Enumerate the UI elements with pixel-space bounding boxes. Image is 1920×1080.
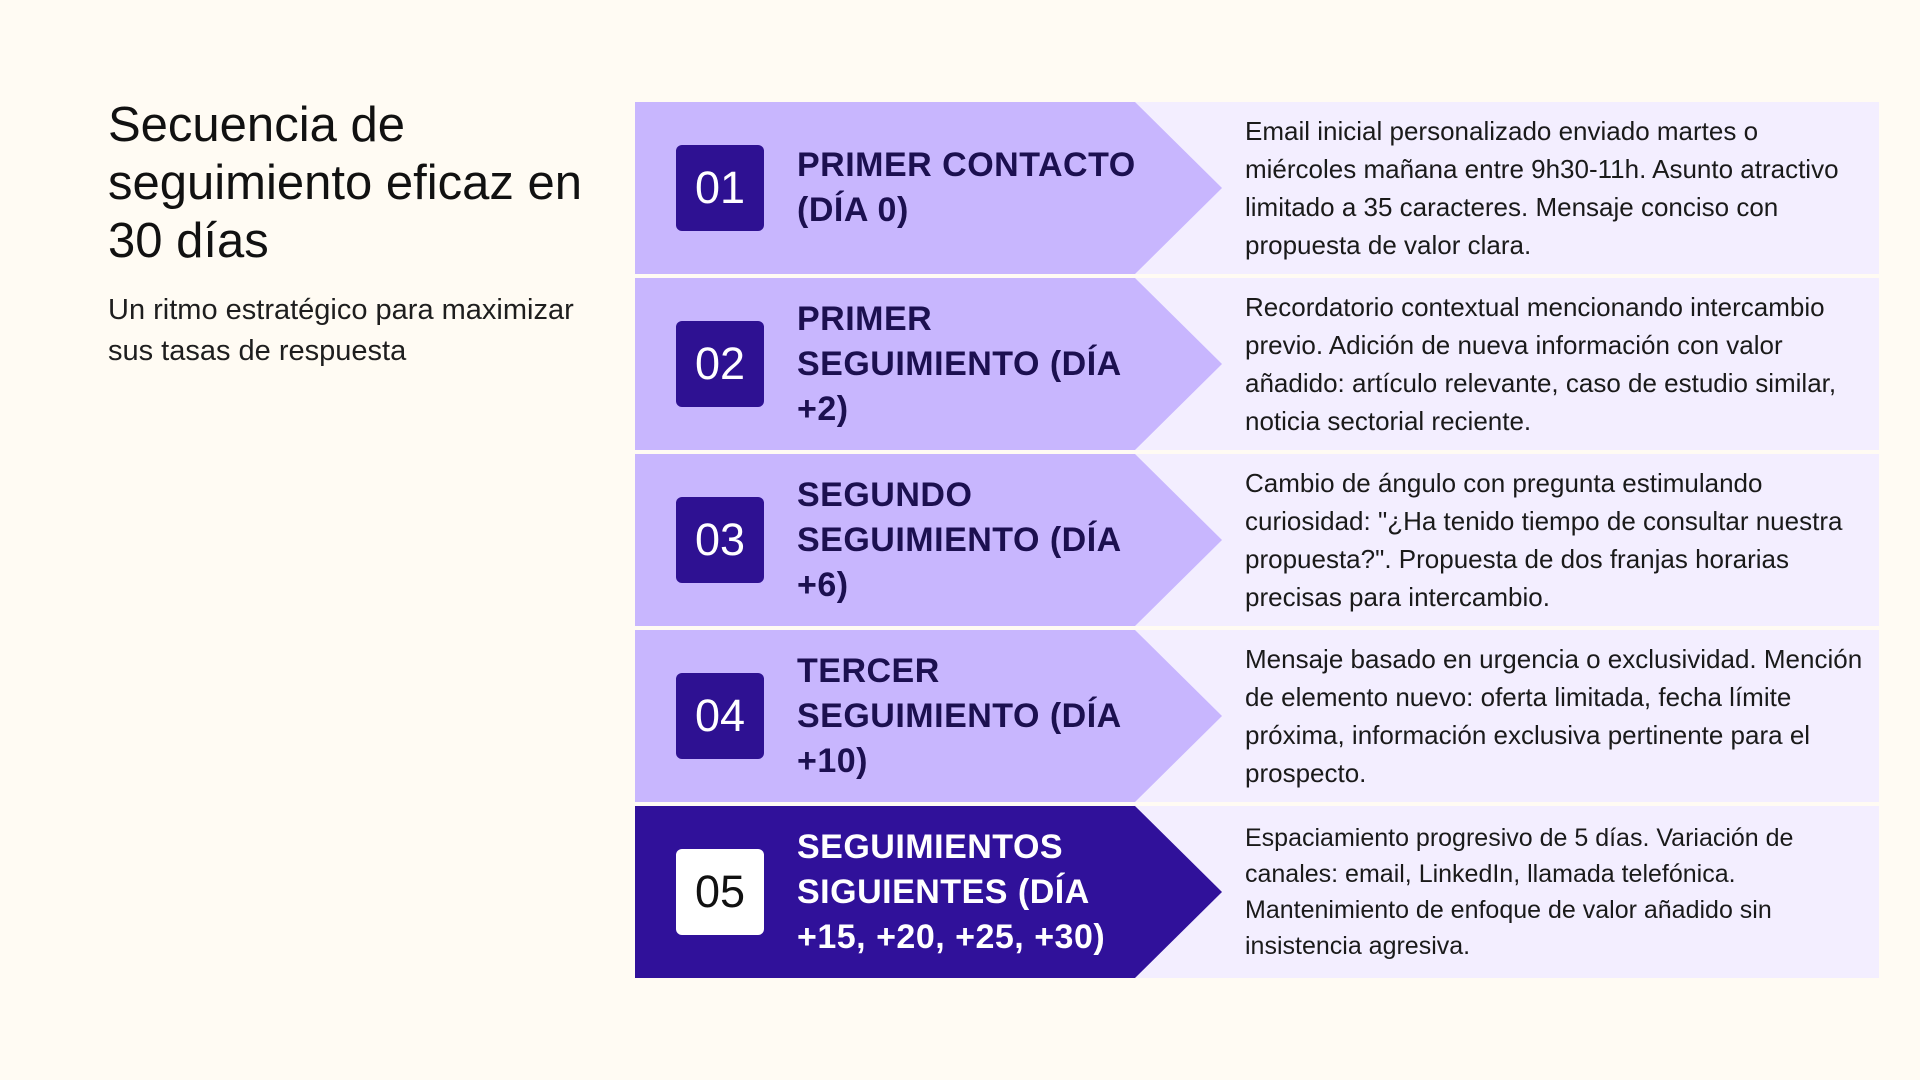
step-number-badge: 03 bbox=[676, 497, 764, 583]
step-description: Email inicial personalizado enviado martes o miércoles mañana entre 9h30-11h. Asunto atractivo limitado a 35 caracteres. Mensaje conciso con propuesta de valor clara. bbox=[1245, 116, 1839, 260]
step-number-badge: 02 bbox=[676, 321, 764, 407]
step-4 bbox=[635, 630, 1879, 802]
step-description: Recordatorio contextual mencionando intercambio previo. Adición de nueva información con valor añadido: artículo relevante, caso de estudio similar, noticia sectorial reciente. bbox=[1245, 292, 1837, 436]
step-number-badge: 04 bbox=[676, 673, 764, 759]
step-title: PRIMER CONTACTO (DÍA 0) bbox=[797, 146, 1136, 229]
step-title: TERCER SEGUIMIENTO (DÍA +10) bbox=[797, 651, 1121, 780]
step-description: Cambio de ángulo con pregunta estimulando curiosidad: "¿Ha tenido tiempo de consultar nuestra propuesta?". Propuesta de dos franjas horarias precisas para intercambio. bbox=[1245, 468, 1843, 612]
page-title: Secuencia de seguimiento eficaz en 30 días bbox=[108, 98, 582, 268]
step-description: Espaciamiento progresivo de 5 días. Variación de canales: email, LinkedIn, llamada telefónica. Mantenimiento de enfoque de valor añadido sin insistencia agresiva. bbox=[1245, 824, 1794, 960]
step-number-badge: 05 bbox=[676, 849, 764, 935]
step-3 bbox=[635, 454, 1879, 626]
step-title: SEGUNDO SEGUIMIENTO (DÍA +6) bbox=[797, 475, 1121, 604]
step-1 bbox=[635, 102, 1879, 274]
step-title: SEGUIMIENTOS SIGUIENTES (DÍA +15, +20, +25, +30) bbox=[797, 827, 1106, 956]
page-subtitle: Un ritmo estratégico para maximizar sus tasas de respuesta bbox=[108, 294, 574, 367]
step-description: Mensaje basado en urgencia o exclusividad. Mención de elemento nuevo: oferta limitada, fecha límite próxima, información exclusiva pertinente para el prospecto. bbox=[1245, 644, 1863, 788]
step-2 bbox=[635, 278, 1879, 450]
step-title: PRIMER SEGUIMIENTO (DÍA +2) bbox=[797, 299, 1121, 428]
step-number-badge: 01 bbox=[676, 145, 764, 231]
steps-list bbox=[635, 102, 1879, 978]
step-5 bbox=[635, 806, 1879, 978]
